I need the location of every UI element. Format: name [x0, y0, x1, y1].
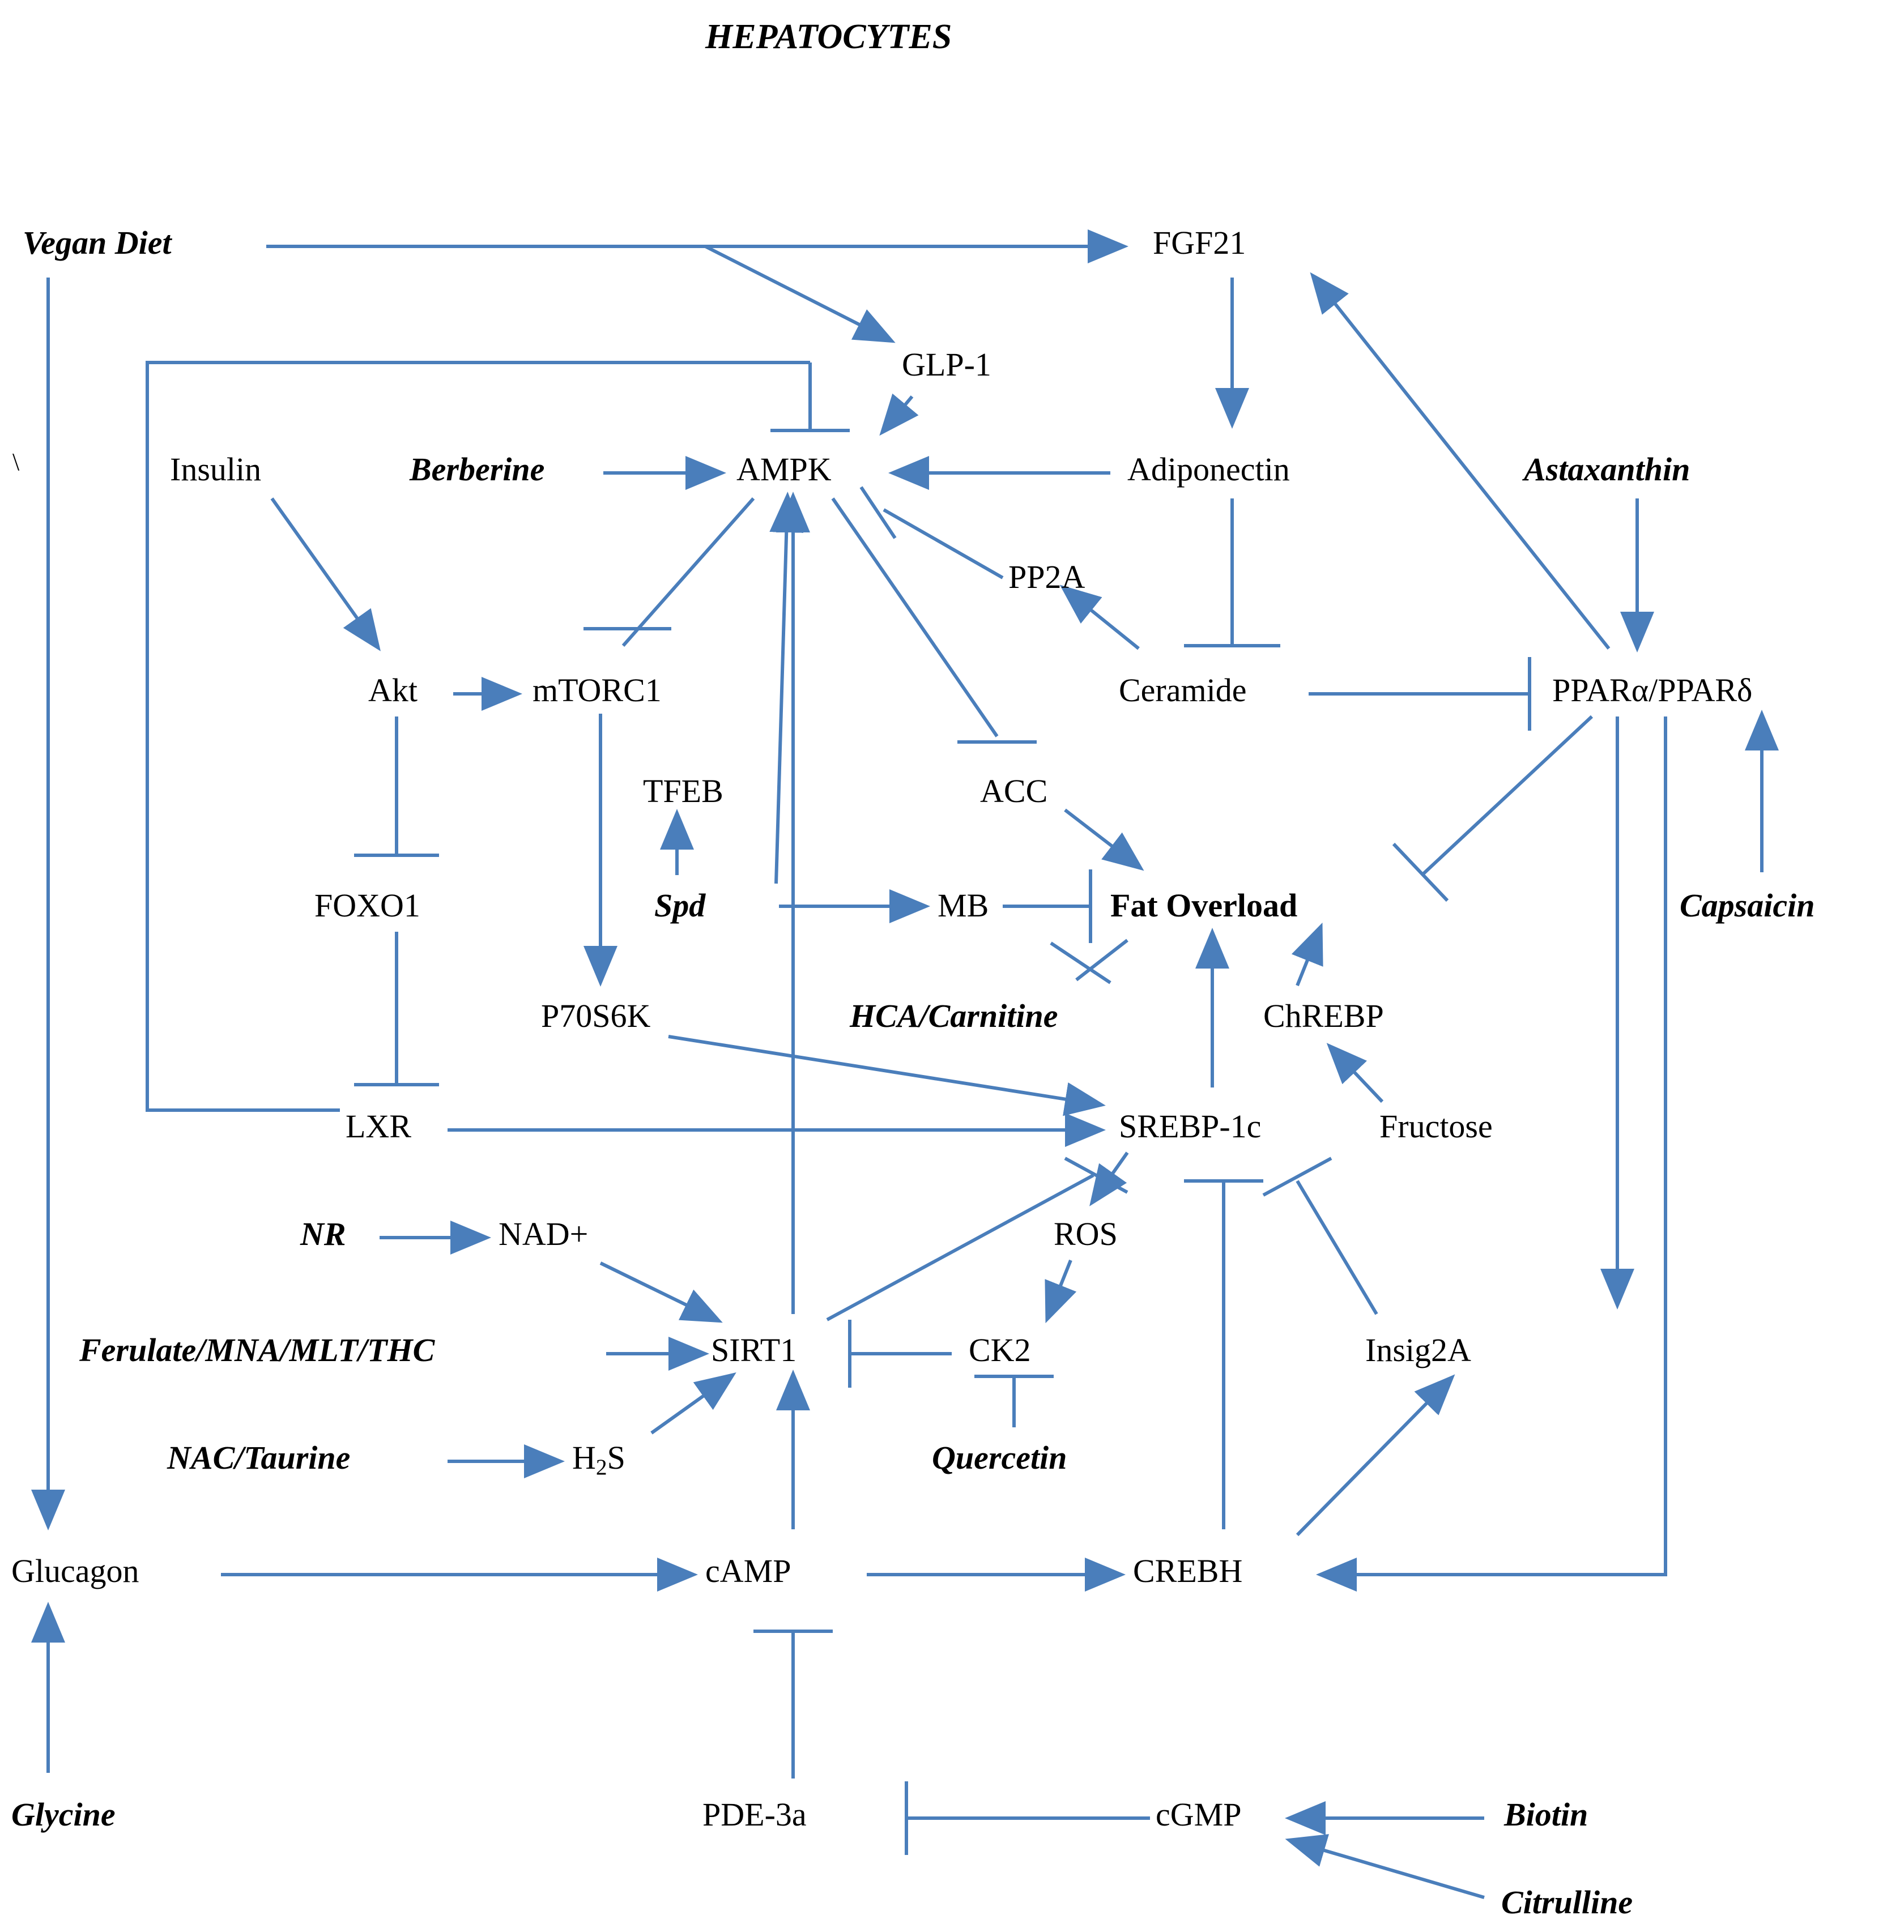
node-crebh[interactable]: CREBH	[1133, 1553, 1243, 1589]
node-srebp1c[interactable]: SREBP-1c	[1119, 1108, 1262, 1145]
node-mb[interactable]: MB	[938, 887, 989, 924]
page-title: HEPATOCYTES	[705, 18, 952, 56]
node-tfeb[interactable]: TFEB	[643, 773, 723, 809]
node-nad[interactable]: NAD+	[499, 1216, 589, 1252]
node-akt[interactable]: Akt	[368, 672, 418, 709]
node-foxo1[interactable]: FOXO1	[314, 887, 420, 924]
node-ceramide[interactable]: Ceramide	[1119, 672, 1247, 709]
node-astaxanthin[interactable]: Astaxanthin	[1524, 451, 1690, 488]
node-p70s6k[interactable]: P70S6K	[541, 997, 651, 1034]
node-insulin[interactable]: Insulin	[170, 451, 262, 488]
node-ferulate-mna-mlt-thc[interactable]: Ferulate/MNA/MLT/THC	[79, 1332, 435, 1368]
node-adiponectin[interactable]: Adiponectin	[1127, 451, 1290, 488]
node-sirt1[interactable]: SIRT1	[711, 1332, 797, 1368]
node-fat-overload[interactable]: Fat Overload	[1110, 887, 1298, 924]
node-nr[interactable]: NR	[300, 1216, 346, 1252]
node-citrulline[interactable]: Citrulline	[1501, 1884, 1633, 1921]
stray-mark: \	[12, 448, 20, 476]
node-ampk[interactable]: AMPK	[736, 451, 832, 488]
node-quercetin[interactable]: Quercetin	[932, 1439, 1067, 1476]
node-nac-taurine[interactable]: NAC/Taurine	[167, 1439, 351, 1476]
node-camp[interactable]: cAMP	[705, 1553, 791, 1589]
node-mtorc1[interactable]: mTORC1	[533, 672, 662, 709]
node-berberine[interactable]: Berberine	[410, 451, 545, 488]
node-biotin[interactable]: Biotin	[1504, 1796, 1588, 1833]
node-fructose[interactable]: Fructose	[1379, 1108, 1493, 1145]
node-pde3a[interactable]: PDE-3a	[702, 1796, 807, 1833]
node-ck2[interactable]: CK2	[969, 1332, 1031, 1368]
node-lxr[interactable]: LXR	[346, 1108, 411, 1145]
node-cgmp[interactable]: cGMP	[1156, 1796, 1242, 1833]
node-hca-carnitine[interactable]: HCA/Carnitine	[850, 997, 1058, 1034]
node-pp2a[interactable]: PP2A	[1008, 558, 1085, 595]
node-glp1[interactable]: GLP-1	[902, 346, 991, 383]
node-ros[interactable]: ROS	[1054, 1216, 1118, 1252]
node-fgf21[interactable]: FGF21	[1153, 224, 1246, 261]
node-spd[interactable]: Spd	[654, 887, 706, 924]
node-acc[interactable]: ACC	[980, 773, 1048, 809]
node-glucagon[interactable]: Glucagon	[11, 1553, 139, 1589]
node-vegan-diet[interactable]: Vegan Diet	[23, 224, 172, 261]
node-insig2a[interactable]: Insig2A	[1365, 1332, 1471, 1368]
node-glycine[interactable]: Glycine	[11, 1796, 116, 1833]
node-h2s[interactable]: $H_2S$	[572, 1439, 625, 1480]
node-chrebp[interactable]: ChREBP	[1263, 997, 1384, 1034]
node-capsaicin[interactable]: Capsaicin	[1680, 887, 1815, 924]
node-ppar[interactable]: PPARα/PPARδ	[1552, 672, 1753, 709]
